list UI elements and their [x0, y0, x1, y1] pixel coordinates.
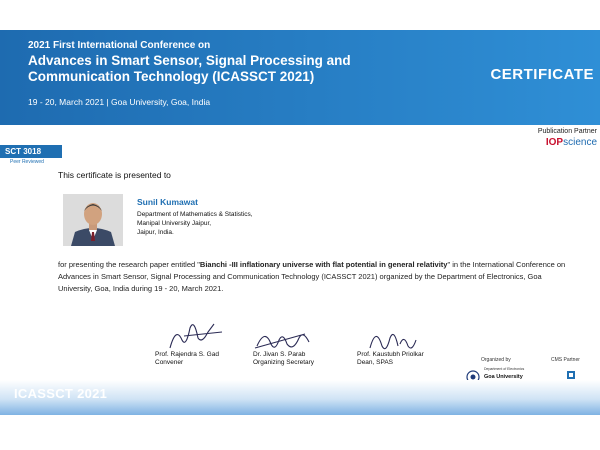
organizer-name: Goa University: [484, 374, 523, 380]
signatory-3: [357, 351, 424, 367]
certificate-label: CERTIFICATE: [490, 66, 594, 83]
signatory-1-role: Convener: [155, 359, 184, 366]
signatory-1-name: Prof. Rajendra S. Gad: [155, 351, 219, 358]
digiedited-logo-icon: [566, 370, 576, 380]
signatory-2-role: Organizing Secretary: [253, 359, 315, 366]
body-prefix: for presenting the research paper entitled ": [58, 260, 200, 269]
peer-reviewed-label: Peer Reviewed: [10, 159, 44, 165]
iop-logo-text: IOP: [545, 137, 564, 148]
recipient-name: Sunil Kumawat: [137, 197, 198, 207]
signatory-3-role: Dean, SPAS: [357, 359, 394, 366]
recipient-department: Department of Mathematics & Statistics,: [137, 211, 253, 218]
recipient-affiliation: [137, 210, 337, 237]
certificate-header: [0, 30, 600, 125]
certificate-code-badge: SCT 3018: [0, 145, 62, 158]
recipient-location: Jaipur, India.: [137, 229, 174, 236]
certificate-body-text: [58, 259, 573, 295]
recipient-university: Manipal University Jaipur,: [137, 220, 212, 227]
portrait-illustration: [63, 194, 123, 246]
organized-by-label: Organized by: [481, 357, 511, 363]
organizer-department: Department of Electronics: [484, 367, 525, 371]
paper-title: Bianchi -III inflationary universe with flat potential in general relativity: [199, 260, 448, 269]
recipient-photo: [63, 194, 123, 246]
cms-partner-label: CMS Partner: [551, 357, 580, 363]
presented-to-text: This certificate is presented to: [58, 170, 171, 180]
signatory-3-name: Prof. Kaustubh Priolkar: [357, 351, 424, 358]
body-suffix: " in the International Conference on Advances in Smart Sensor, Signal Processing and Communication Technology (ICASSCT 2021) organized by the Department of Electronics, Goa University, Goa, India during 19 - 20, March 2021.: [58, 260, 566, 293]
publication-partner-label: Publication Partner: [537, 128, 597, 135]
iop-science-logo: [546, 137, 597, 148]
footer-conference-name: ICASSCT 2021: [14, 386, 108, 401]
signatory-2: [253, 351, 314, 367]
science-logo-text: science: [563, 137, 597, 148]
signatory-1: [155, 351, 219, 367]
signatory-2-name: Dr. Jivan S. Parab: [253, 351, 306, 358]
certificate: [0, 30, 600, 415]
conference-date-venue: 19 - 20, March 2021 | Goa University, Goa, India: [28, 97, 211, 107]
conference-line: 2021 First International Conference on: [28, 40, 211, 51]
conference-title: Advances in Smart Sensor, Signal Processing and Communication Technology (ICASSCT 2021): [28, 53, 351, 84]
